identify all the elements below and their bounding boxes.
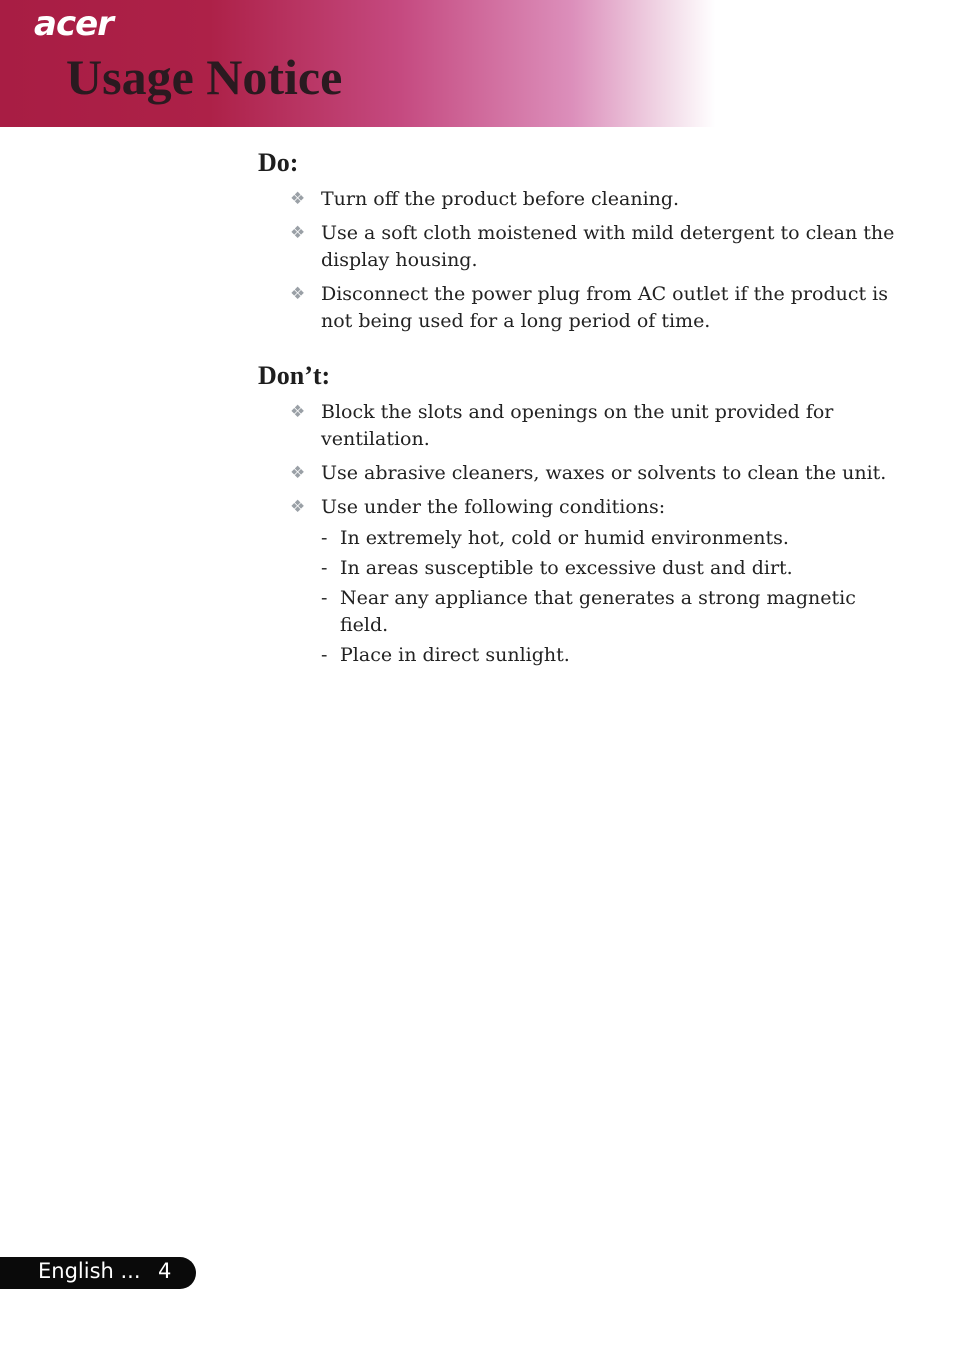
- list-item: [290, 460, 910, 487]
- do-list: [290, 186, 910, 342]
- list-item: [290, 399, 910, 453]
- condition-item: [321, 525, 910, 552]
- condition-item: [321, 555, 910, 582]
- list-item: [290, 186, 910, 213]
- list-item: [290, 494, 910, 669]
- condition-text: Place in direct sunlight.: [340, 644, 570, 666]
- list-item: [290, 281, 910, 335]
- condition-item: [321, 642, 910, 669]
- diamond-cluster-icon: ❖: [290, 223, 306, 243]
- diamond-cluster-icon: ❖: [290, 189, 306, 209]
- condition-item: [321, 585, 910, 639]
- list-item-text: Use abrasive cleaners, waxes or solvents to clean the unit.: [321, 462, 887, 484]
- list-item-text: Use a soft cloth moistened with mild detergent to clean the display housing.: [321, 222, 895, 271]
- diamond-cluster-icon: ❖: [290, 463, 306, 483]
- do-heading: Do:: [258, 148, 299, 177]
- list-item-text: Turn off the product before cleaning.: [321, 188, 680, 210]
- acer-logo: acer: [34, 4, 113, 44]
- list-item-text: Use under the following conditions:: [321, 496, 666, 518]
- diamond-cluster-icon: ❖: [290, 402, 306, 422]
- page-title: Usage Notice: [66, 49, 343, 105]
- condition-text: In extremely hot, cold or humid environments.: [340, 527, 789, 549]
- dont-heading: Don’t:: [258, 361, 331, 390]
- dont-list: [290, 399, 910, 676]
- conditions-list: [321, 525, 910, 669]
- list-item-text: Block the slots and openings on the unit provided for ventilation.: [321, 401, 834, 450]
- dash-icon: -: [321, 644, 328, 666]
- diamond-cluster-icon: ❖: [290, 497, 306, 517]
- diamond-cluster-icon: ❖: [290, 284, 306, 304]
- condition-text: In areas susceptible to excessive dust and dirt.: [340, 557, 793, 579]
- condition-text: Near any appliance that generates a strong magnetic field.: [340, 587, 856, 636]
- list-item-text: Disconnect the power plug from AC outlet if the product is not being used for a long period of time.: [321, 283, 888, 332]
- page-number: 4: [158, 1259, 172, 1283]
- list-item: [290, 220, 910, 274]
- dash-icon: -: [321, 557, 328, 579]
- dash-icon: -: [321, 587, 328, 609]
- dash-icon: -: [321, 527, 328, 549]
- header-banner: [0, 0, 954, 127]
- footer-language: English ...: [38, 1259, 141, 1283]
